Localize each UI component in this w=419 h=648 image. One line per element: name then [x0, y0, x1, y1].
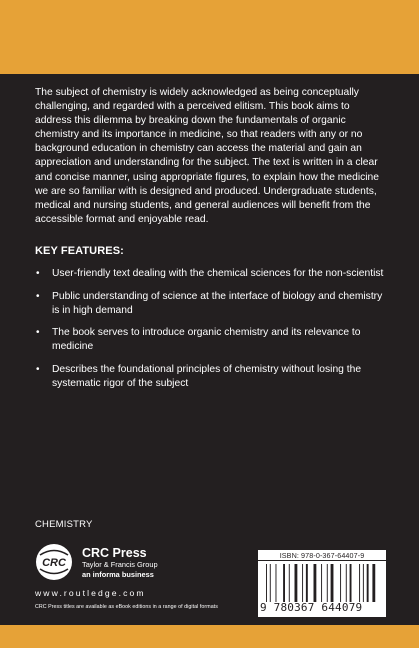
- barcode-bar: [314, 564, 317, 602]
- key-features-list: [35, 267, 385, 400]
- barcode-bar: [363, 564, 364, 602]
- barcode-bar: [283, 564, 285, 602]
- publisher-group: Taylor & Francis Group: [82, 560, 158, 569]
- barcode-bar: [331, 564, 334, 602]
- key-feature-text: Public understanding of science at the interface of biology and chemistry is in high demand: [52, 290, 383, 316]
- barcode-bar: [306, 564, 308, 602]
- logo-lettering: CRC: [42, 557, 66, 569]
- barcode-icon: [266, 564, 380, 602]
- bullet-icon: •: [36, 290, 40, 302]
- isbn-barcode-box: [258, 550, 386, 617]
- barcode-bar: [367, 564, 369, 602]
- barcode-bar: [327, 564, 328, 602]
- publisher-website: www.routledge.com: [35, 588, 146, 598]
- back-cover-description: The subject of chemistry is widely acknowledged as being conceptually challenging, and regarded with a perceived elitism. This book aims to address this dilemma by breaking down the fundamentals of organic chemistry and its importance in medicine, so that readers with any or no background education in chemistry can access the material and gain an appreciation and understanding for the subject. The text is written in a clear and concise manner, using appropriate figures, to explain how the medicine we are so familiar with is designed and produced. Undergraduate students, medical and nursing students, and general audiences will benefit from the accessible format and enjoyable read.: [35, 87, 380, 225]
- barcode-bar: [289, 564, 290, 602]
- key-features-heading: KEY FEATURES:: [35, 245, 124, 257]
- barcode-bar: [302, 564, 303, 602]
- subject-category: CHEMISTRY: [35, 519, 93, 530]
- barcode-bar: [270, 564, 271, 602]
- top-color-band: [0, 0, 419, 74]
- key-feature-text: User-friendly text dealing with the chemical sciences for the non-scientist: [52, 268, 384, 279]
- barcode-bar: [340, 564, 341, 602]
- isbn-label: ISBN: 978-0-367-64407-9: [279, 551, 365, 560]
- barcode-bar: [276, 564, 277, 602]
- barcode-bar: [359, 564, 360, 602]
- barcode-bar: [321, 564, 322, 602]
- barcode-bar: [295, 564, 298, 602]
- key-feature-item: [35, 326, 385, 354]
- publisher-name: CRC Press: [82, 546, 147, 560]
- bullet-icon: •: [36, 363, 40, 375]
- barcode-bar: [346, 564, 347, 602]
- ebook-availability-note: CRC Press titles are available as eBook editions in a range of digital formats: [35, 604, 218, 610]
- publisher-block: [82, 546, 158, 579]
- key-feature-item: [35, 290, 385, 318]
- bullet-icon: •: [36, 327, 40, 339]
- key-feature-item: [35, 267, 385, 281]
- key-feature-item: [35, 363, 385, 391]
- key-feature-text: The book serves to introduce organic chemistry and its relevance to medicine: [52, 327, 361, 353]
- key-feature-text: Describes the foundational principles of chemistry without losing the systematic rigor of the subject: [52, 363, 362, 390]
- bottom-color-band: [0, 625, 419, 648]
- isbn-divider: [258, 560, 386, 561]
- publisher-business: an informa business: [82, 569, 154, 579]
- barcode-bar: [372, 564, 375, 602]
- bullet-icon: •: [36, 268, 40, 279]
- barcode-bar: [350, 564, 352, 602]
- crc-press-logo-icon: [35, 543, 73, 581]
- barcode-bar: [266, 564, 267, 602]
- barcode-digits: 9 780367 644079: [260, 601, 363, 614]
